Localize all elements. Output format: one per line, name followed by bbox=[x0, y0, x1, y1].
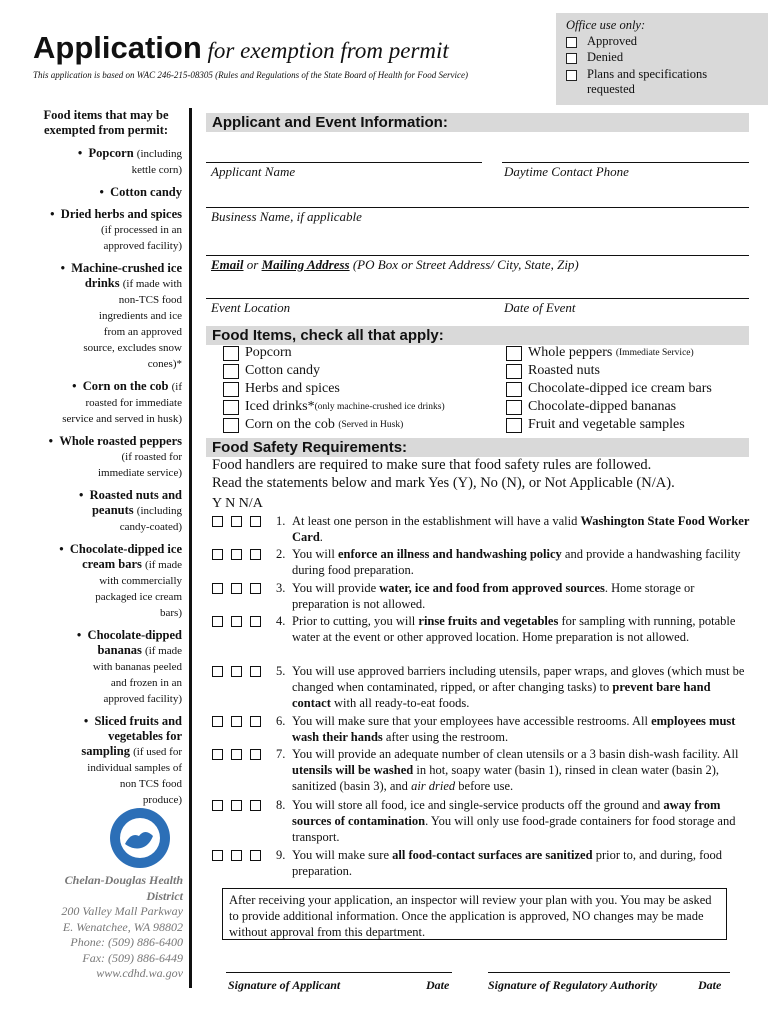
requirement-number: 7. bbox=[276, 747, 286, 761]
page-title: Application for exemption from permit bbox=[33, 30, 449, 65]
checkbox[interactable] bbox=[506, 346, 522, 361]
food-safety-section-header: Food Safety Requirements: bbox=[206, 438, 749, 457]
org-contact-block bbox=[10, 873, 183, 982]
applicant-signature-label: Signature of Applicant bbox=[228, 978, 341, 992]
no-checkbox[interactable] bbox=[231, 749, 242, 760]
requirement-number: 2. bbox=[276, 547, 286, 561]
yes-checkbox[interactable] bbox=[212, 749, 223, 760]
food-option-roasted-nuts[interactable]: Roasted nuts bbox=[506, 362, 712, 380]
na-checkbox[interactable] bbox=[250, 850, 261, 861]
yn-checkboxes bbox=[212, 847, 276, 879]
yes-no-na-header: Y N N/A bbox=[212, 496, 263, 511]
list-item: • Chocolate-dipped ice cream bars (if made with commercially packaged ice cream bars) bbox=[59, 542, 182, 619]
event-location-label: Event Location bbox=[211, 300, 291, 315]
list-item: • Popcorn (including kettle corn) bbox=[77, 146, 182, 176]
requirement-text: You will provide water, ice and food from approved sources. Home storage or preparation is not allowed. bbox=[292, 581, 695, 611]
requirement-row bbox=[212, 613, 752, 645]
food-option-choc-ice-cream-bars[interactable]: Chocolate-dipped ice cream bars bbox=[506, 380, 712, 398]
food-option-whole-peppers[interactable]: Whole peppers (Immediate Service) bbox=[506, 344, 712, 362]
date-of-event-label: Date of Event bbox=[504, 300, 576, 315]
email-address-label: Email or Mailing Address (PO Box or Street Address/ City, State, Zip) bbox=[211, 257, 579, 272]
regulation-basis-note: This application is based on WAC 246-215-08305 (Rules and Regulations of the State Board of Health for Food Service) bbox=[33, 70, 468, 80]
daytime-phone-label: Daytime Contact Phone bbox=[504, 164, 629, 179]
no-checkbox[interactable] bbox=[231, 516, 242, 527]
food-option-iced-drinks[interactable]: Iced drinks* (only machine-crushed ice drinks) bbox=[223, 398, 445, 416]
food-option-herbs-spices[interactable]: Herbs and spices bbox=[223, 380, 445, 398]
checkbox[interactable] bbox=[506, 400, 522, 415]
requirement-text: You will make sure all food-contact surfaces are sanitized prior to, and during, food preparation. bbox=[292, 848, 723, 878]
no-checkbox[interactable] bbox=[231, 716, 242, 727]
list-item: • Cotton candy bbox=[99, 185, 182, 199]
yes-checkbox[interactable] bbox=[212, 716, 223, 727]
food-option-popcorn[interactable]: Popcorn bbox=[223, 344, 445, 362]
list-item: • Chocolate-dipped bananas (if made with bananas peeled and frozen in an approved facility) bbox=[76, 628, 182, 705]
na-checkbox[interactable] bbox=[250, 583, 261, 594]
na-checkbox[interactable] bbox=[250, 549, 261, 560]
food-items-col2 bbox=[506, 344, 712, 434]
yn-checkboxes bbox=[212, 663, 276, 711]
yn-checkboxes bbox=[212, 797, 276, 845]
yn-checkboxes bbox=[212, 580, 276, 612]
review-notice-box: After receiving your application, an inspector will review your plan with you. You may be asked to provide additional information. Once the application is approved, NO changes may be made without approval from this department. bbox=[222, 888, 727, 940]
food-option-choc-bananas[interactable]: Chocolate-dipped bananas bbox=[506, 398, 712, 416]
requirement-text: You will use approved barriers including utensils, paper wraps, and gloves (which must be changed when contaminated, ripped, or after changing tasks) to prevent bare hand contact with all ready-to-eat foods. bbox=[292, 664, 745, 710]
plans-requested-option: Plans and specifications requested bbox=[566, 67, 707, 97]
yn-checkboxes bbox=[212, 746, 276, 794]
requirement-row bbox=[212, 847, 752, 879]
applicant-date-label: Date bbox=[426, 978, 450, 992]
business-name-label: Business Name, if applicable bbox=[211, 209, 362, 224]
food-option-fruit-veg-samples[interactable]: Fruit and vegetable samples bbox=[506, 416, 712, 434]
requirement-number: 5. bbox=[276, 664, 286, 678]
no-checkbox[interactable] bbox=[231, 800, 242, 811]
requirement-text: You will make sure that your employees have accessible restrooms. All employees must wash their hands after using the restroom. bbox=[292, 714, 736, 744]
checkbox[interactable] bbox=[223, 346, 239, 361]
requirement-row bbox=[212, 513, 752, 545]
org-address: 200 Valley Mall Parkway E. Wenatchee, WA 98802 bbox=[61, 904, 183, 934]
daytime-phone-field[interactable] bbox=[502, 162, 749, 163]
exempt-food-list bbox=[10, 108, 182, 815]
checkbox[interactable] bbox=[506, 364, 522, 379]
food-items-section-header: Food Items, check all that apply: bbox=[206, 326, 749, 345]
org-fax: Fax: (509) 886-6449 bbox=[82, 950, 183, 965]
requirement-row bbox=[212, 663, 752, 711]
no-checkbox[interactable] bbox=[231, 616, 242, 627]
applicant-section-header: Applicant and Event Information: bbox=[206, 113, 749, 132]
requirement-row bbox=[212, 580, 752, 612]
checkbox[interactable] bbox=[506, 382, 522, 397]
na-checkbox[interactable] bbox=[250, 749, 261, 760]
event-field-line[interactable] bbox=[206, 298, 749, 299]
na-checkbox[interactable] bbox=[250, 716, 261, 727]
requirement-text: You will store all food, ice and single-service products off the ground and away from sources of contamination. You will only use food-grade containers for food storage and transport. bbox=[292, 798, 736, 844]
applicant-signature-field[interactable] bbox=[226, 972, 452, 973]
yes-checkbox[interactable] bbox=[212, 666, 223, 677]
food-option-cotton-candy[interactable]: Cotton candy bbox=[223, 362, 445, 380]
requirement-number: 9. bbox=[276, 848, 286, 862]
denied-checkbox[interactable] bbox=[566, 53, 577, 64]
yn-checkboxes bbox=[212, 513, 276, 545]
na-checkbox[interactable] bbox=[250, 516, 261, 527]
authority-signature-field[interactable] bbox=[488, 972, 730, 973]
list-item: • Machine-crushed ice drinks (if made with non-TCS food ingredients and ice from an approved source, excludes snow cones)* bbox=[60, 261, 182, 370]
food-option-corn-on-cob[interactable]: Corn on the cob (Served in Husk) bbox=[223, 416, 445, 434]
approved-option: Approved bbox=[566, 34, 637, 49]
list-item: • Sliced fruits and vegetables for sampling (if used for individual samples of non TCS food produce) bbox=[81, 714, 182, 806]
yes-checkbox[interactable] bbox=[212, 800, 223, 811]
requirement-number: 3. bbox=[276, 581, 286, 595]
column-divider bbox=[189, 108, 192, 988]
exempt-list-heading: Food items that may be exempted from permit: bbox=[43, 108, 169, 137]
org-name: Chelan-Douglas Health District bbox=[64, 873, 183, 903]
requirement-number: 1. bbox=[276, 514, 286, 528]
denied-option: Denied bbox=[566, 50, 623, 65]
applicant-name-label: Applicant Name bbox=[211, 164, 296, 179]
list-item: • Dried herbs and spices (if processed in an approved facility) bbox=[50, 207, 182, 252]
requirement-text: Prior to cutting, you will rinse fruits and vegetables for sampling with running, potable water at the event or other approved location. Home preparation is not allowed. bbox=[292, 614, 736, 644]
health-district-seal-logo bbox=[97, 806, 183, 870]
no-checkbox[interactable] bbox=[231, 583, 242, 594]
checkbox[interactable] bbox=[223, 418, 239, 433]
requirement-text: At least one person in the establishment will have a valid Washington State Food Worker Card. bbox=[292, 514, 750, 544]
yes-checkbox[interactable] bbox=[212, 549, 223, 560]
checkbox[interactable] bbox=[506, 418, 522, 433]
applicant-name-field[interactable] bbox=[206, 162, 482, 163]
requirement-number: 8. bbox=[276, 798, 286, 812]
plans-requested-checkbox[interactable] bbox=[566, 70, 577, 81]
na-checkbox[interactable] bbox=[250, 800, 261, 811]
food-safety-intro: Food handlers are required to make sure that food safety rules are followed. Read the statements below and mark Yes (Y), No (N), or Not Applicable (N/A). bbox=[212, 457, 675, 491]
food-items-col1 bbox=[223, 344, 445, 434]
checkbox[interactable] bbox=[223, 382, 239, 397]
yes-checkbox[interactable] bbox=[212, 850, 223, 861]
na-checkbox[interactable] bbox=[250, 616, 261, 627]
requirement-number: 4. bbox=[276, 614, 286, 628]
checkbox[interactable] bbox=[223, 364, 239, 379]
list-item: • Whole roasted peppers (if roasted for immediate service) bbox=[48, 434, 182, 479]
list-item: • Roasted nuts and peanuts (including candy-coated) bbox=[78, 488, 182, 533]
office-use-heading: Office use only: bbox=[566, 18, 646, 32]
requirement-row bbox=[212, 746, 752, 794]
org-website-link[interactable]: www.cdhd.wa.gov bbox=[96, 966, 183, 980]
requirement-row bbox=[212, 546, 752, 578]
yes-checkbox[interactable] bbox=[212, 616, 223, 627]
list-item: • Corn on the cob (if roasted for immediate service and served in husk) bbox=[62, 379, 182, 425]
yn-checkboxes bbox=[212, 546, 276, 578]
business-name-field[interactable] bbox=[206, 207, 749, 208]
org-phone: Phone: (509) 886-6400 bbox=[70, 935, 183, 949]
yn-checkboxes bbox=[212, 613, 276, 645]
yn-checkboxes bbox=[212, 713, 276, 745]
email-address-field[interactable] bbox=[206, 255, 749, 256]
authority-signature-label: Signature of Regulatory Authority bbox=[488, 978, 658, 992]
requirement-text: You will enforce an illness and handwashing policy and provide a handwashing facility during food preparation. bbox=[292, 547, 741, 577]
approved-checkbox[interactable] bbox=[566, 37, 577, 48]
no-checkbox[interactable] bbox=[231, 549, 242, 560]
requirement-text: You will provide an adequate number of clean utensils or a 3 basin dish-wash facility. All utensils will be washed in hot, soapy water (basin 1), rinsed in clean water (basin 2), sanitized (basin 3), and air dried before use. bbox=[292, 747, 739, 793]
yes-checkbox[interactable] bbox=[212, 583, 223, 594]
na-checkbox[interactable] bbox=[250, 666, 261, 677]
no-checkbox[interactable] bbox=[231, 666, 242, 677]
checkbox[interactable] bbox=[223, 400, 239, 415]
no-checkbox[interactable] bbox=[231, 850, 242, 861]
requirement-number: 6. bbox=[276, 714, 286, 728]
requirement-row bbox=[212, 713, 752, 745]
office-use-panel bbox=[556, 13, 768, 105]
requirement-row bbox=[212, 797, 752, 845]
yes-checkbox[interactable] bbox=[212, 516, 223, 527]
authority-date-label: Date bbox=[698, 978, 722, 992]
